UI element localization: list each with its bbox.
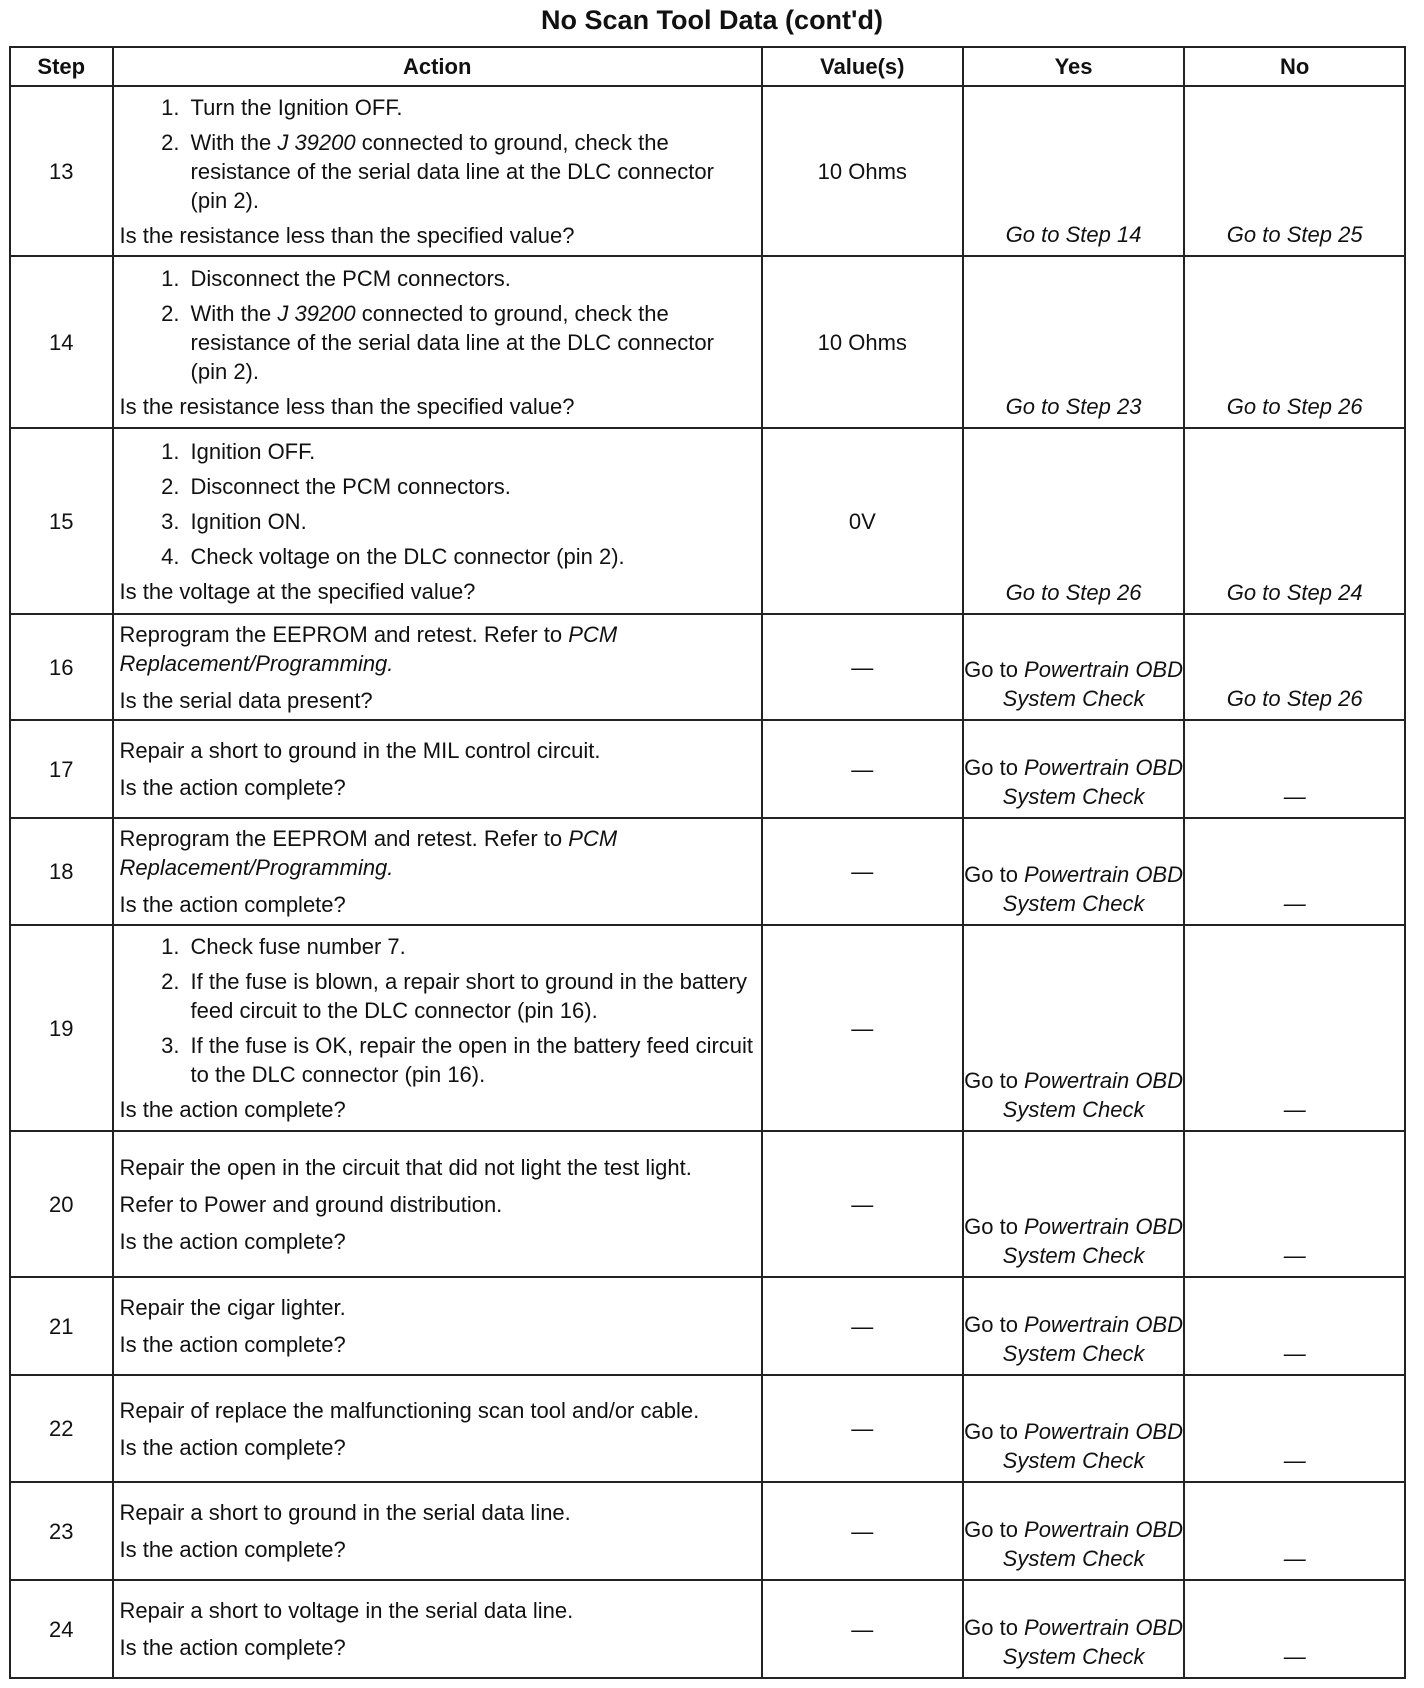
yes-goto-prefix: Go to [964,755,1025,780]
yes-cell [963,1482,1185,1580]
action-text-secondary: Refer to Power and ground distribution. [119,1191,503,1217]
value-cell: — [762,1580,963,1678]
value-cell: 10 Ohms [762,256,963,428]
action-cell [113,1375,762,1482]
action-text-plain: Repair a short to voltage in the serial data line. [119,1598,574,1623]
table-row [10,925,1405,1131]
value-cell: 0V [762,428,963,614]
item-text-plain: If the fuse is blown, a repair short to ground in the battery feed circuit to the DLC connector (pin 16). [190,969,747,1023]
no-cell [1184,1131,1405,1277]
table-row [10,614,1405,720]
yes-cell [963,925,1185,1131]
item-text [191,299,755,386]
item-text-plain: Check fuse number 7. [190,934,406,959]
action-text-reference: PCM Replacement/Programming. [119,621,618,676]
yes-goto-step: Go to Step 23 [1005,394,1142,419]
action-text [120,620,755,678]
action-cell [113,1580,762,1678]
no-cell [1184,428,1405,614]
item-text-tool: J 39200 [277,300,356,326]
no-cell [1184,925,1405,1131]
no-goto: Go to Step 25 [1226,222,1363,247]
action-text-plain: Repair the open in the circuit that did not light the test light. [119,1154,692,1180]
action-question: Is the resistance less than the specified value? [119,393,575,419]
step-number: 18 [10,818,113,925]
table-header-row [10,47,1405,86]
action-question: Is the action complete? [119,892,346,917]
yes-cell [963,1375,1185,1482]
table-row [10,86,1405,256]
yes-goto-prefix: Go to [964,1068,1025,1093]
action-text-reference: PCM Replacement/Programming. [119,826,618,880]
yes-goto-prefix: Go to [964,1517,1025,1542]
item-text-plain: Turn the Ignition OFF. [190,94,403,120]
action-question: Is the voltage at the specified value? [119,578,476,604]
yes-goto-procedure: Powertrain OBD System Check [1002,1214,1183,1268]
yes-goto-step: Go to Step 26 [1005,580,1142,605]
table-row [10,1580,1405,1678]
action-list-item [120,128,755,215]
action-list-item [120,507,755,536]
yes-goto-step: Go to Step 14 [1005,222,1142,247]
table-row [10,1375,1405,1482]
action-cell [113,925,762,1131]
value-cell: — [762,818,963,925]
table-row [10,720,1405,818]
action-list-item [120,967,755,1025]
item-text [191,507,755,536]
header-step: Step [10,47,113,86]
action-cell [113,614,762,720]
item-text [191,128,755,215]
step-number: 19 [10,925,113,1131]
action-text [120,1153,755,1182]
no-cell [1184,1580,1405,1678]
yes-cell [963,256,1185,428]
diagnostic-table [9,46,1406,1679]
yes-goto-prefix: Go to [964,1615,1025,1640]
no-cell [1184,720,1405,818]
item-number: 2. [161,300,180,326]
yes-cell [963,818,1185,925]
header-values: Value(s) [762,47,963,86]
item-number: 1. [161,438,180,464]
step-number: 20 [10,1131,113,1277]
table-row [10,1131,1405,1277]
action-text [120,736,755,765]
no-goto: — [1283,1546,1306,1571]
yes-goto-prefix: Go to [964,1419,1025,1444]
item-text [191,1031,755,1089]
action-cell [113,720,762,818]
value-cell: — [762,1375,963,1482]
value-cell: 10 Ohms [762,86,963,256]
no-cell [1184,818,1405,925]
no-goto: — [1283,891,1306,916]
item-text [191,437,755,466]
yes-goto-prefix: Go to [964,1312,1025,1337]
action-question: Is the resistance less than the specified value? [119,222,575,248]
item-text-plain: With the [190,300,278,326]
table-row [10,1482,1405,1580]
value-cell: — [762,1277,963,1375]
action-text-plain: Reprogram the EEPROM and retest. Refer to [119,621,569,647]
item-text-plain: If the fuse is OK, repair the open in the battery feed circuit to the DLC connector (pin 16). [190,1033,754,1087]
step-number: 14 [10,256,113,428]
yes-goto-procedure: Powertrain OBD System Check [1002,1068,1183,1122]
step-number: 17 [10,720,113,818]
no-goto: Go to Step 26 [1226,394,1363,419]
step-number: 23 [10,1482,113,1580]
step-number: 15 [10,428,113,614]
yes-goto-procedure: Powertrain OBD System Check [1002,1517,1183,1571]
yes-cell [963,614,1185,720]
value-cell: — [762,925,963,1131]
action-question: Is the action complete? [119,1332,346,1357]
action-list-item [120,542,755,571]
action-list-item [120,472,755,501]
action-question: Is the action complete? [119,1635,346,1660]
item-text-plain: Disconnect the PCM connectors. [190,473,511,499]
yes-goto-procedure: Powertrain OBD System Check [1002,1615,1183,1669]
yes-goto-prefix: Go to [964,1214,1025,1239]
action-text-plain: Repair of replace the malfunctioning scan tool and/or cable. [119,1397,700,1423]
header-no: No [1184,47,1405,86]
yes-goto-procedure: Powertrain OBD System Check [1002,862,1183,916]
action-cell [113,86,762,256]
value-cell: — [762,1131,963,1277]
yes-cell [963,1131,1185,1277]
action-list-item [120,299,755,386]
no-goto: — [1283,1644,1306,1669]
item-number: 2. [161,969,180,994]
yes-goto-procedure: Powertrain OBD System Check [1002,1419,1183,1473]
item-number: 4. [161,543,180,569]
action-text [120,1396,755,1425]
value-cell: — [762,720,963,818]
item-number: 1. [161,94,180,120]
item-text [191,932,755,961]
step-number: 22 [10,1375,113,1482]
item-text-plain: Disconnect the PCM connectors. [190,265,511,291]
action-cell [113,818,762,925]
item-text [191,93,755,122]
no-goto: Go to Step 24 [1226,580,1363,605]
yes-goto-procedure: Powertrain OBD System Check [1002,657,1183,711]
action-text-plain: Repair a short to ground in the MIL control circuit. [119,738,601,763]
item-text [191,542,755,571]
no-cell [1184,86,1405,256]
item-number: 1. [161,934,180,959]
header-action: Action [113,47,762,86]
item-text-rest: connected to ground, check the resistance of the serial data line at the DLC connector (pin 2). [190,129,714,213]
item-text-rest: connected to ground, check the resistance of the serial data line at the DLC connector (pin 2). [190,300,714,384]
action-list-item [120,264,755,293]
action-cell [113,428,762,614]
no-goto: — [1283,1341,1306,1366]
item-number: 1. [161,265,180,291]
action-text [120,1498,755,1527]
yes-cell [963,720,1185,818]
action-cell [113,1277,762,1375]
no-goto: — [1283,1243,1306,1268]
yes-goto-procedure: Powertrain OBD System Check [1002,1312,1183,1366]
no-goto: — [1283,784,1306,809]
item-number: 3. [161,1033,180,1058]
item-text-plain: Ignition ON. [190,508,307,534]
action-cell [113,256,762,428]
item-text [191,967,755,1025]
yes-goto-procedure: Powertrain OBD System Check [1002,755,1183,809]
item-text [191,264,755,293]
action-question: Is the action complete? [119,1097,346,1122]
item-number: 2. [161,129,180,155]
item-text-plain: Ignition OFF. [190,438,316,464]
yes-cell [963,86,1185,256]
item-number: 3. [161,508,180,534]
yes-goto-prefix: Go to [964,657,1025,682]
no-goto: — [1283,1448,1306,1473]
no-cell [1184,1482,1405,1580]
step-number: 24 [10,1580,113,1678]
action-question: Is the action complete? [119,1228,346,1254]
action-question: Is the serial data present? [119,687,373,713]
no-cell [1184,256,1405,428]
table-row [10,428,1405,614]
no-cell [1184,1375,1405,1482]
step-number: 21 [10,1277,113,1375]
yes-goto-prefix: Go to [964,862,1025,887]
action-text-plain: Repair the cigar lighter. [119,1295,346,1320]
table-row [10,1277,1405,1375]
action-list-item [120,932,755,961]
item-number: 2. [161,473,180,499]
table-row [10,256,1405,428]
item-text-plain: Check voltage on the DLC connector (pin 2). [190,543,625,569]
action-text-plain: Reprogram the EEPROM and retest. Refer to [119,826,569,851]
value-cell: — [762,614,963,720]
step-number: 13 [10,86,113,256]
yes-cell [963,428,1185,614]
header-yes: Yes [963,47,1185,86]
step-number: 16 [10,614,113,720]
no-goto: — [1283,1097,1306,1122]
action-question: Is the action complete? [119,775,346,800]
action-list-item [120,93,755,122]
value-cell: — [762,1482,963,1580]
item-text-plain: With the [190,129,278,155]
item-text [191,472,755,501]
item-text-tool: J 39200 [277,129,356,155]
no-cell [1184,614,1405,720]
no-cell [1184,1277,1405,1375]
page-title: No Scan Tool Data (cont'd) [541,5,883,35]
action-text [120,824,755,882]
table-row [10,818,1405,925]
action-cell [113,1131,762,1277]
action-cell [113,1482,762,1580]
action-list-item [120,437,755,466]
action-text [120,1293,755,1322]
action-text-plain: Repair a short to ground in the serial data line. [119,1500,571,1525]
action-text [120,1596,755,1625]
action-question: Is the action complete? [119,1434,346,1460]
yes-cell [963,1277,1185,1375]
action-list-item [120,1031,755,1089]
no-goto: Go to Step 26 [1226,686,1363,711]
action-question: Is the action complete? [119,1537,346,1562]
yes-cell [963,1580,1185,1678]
